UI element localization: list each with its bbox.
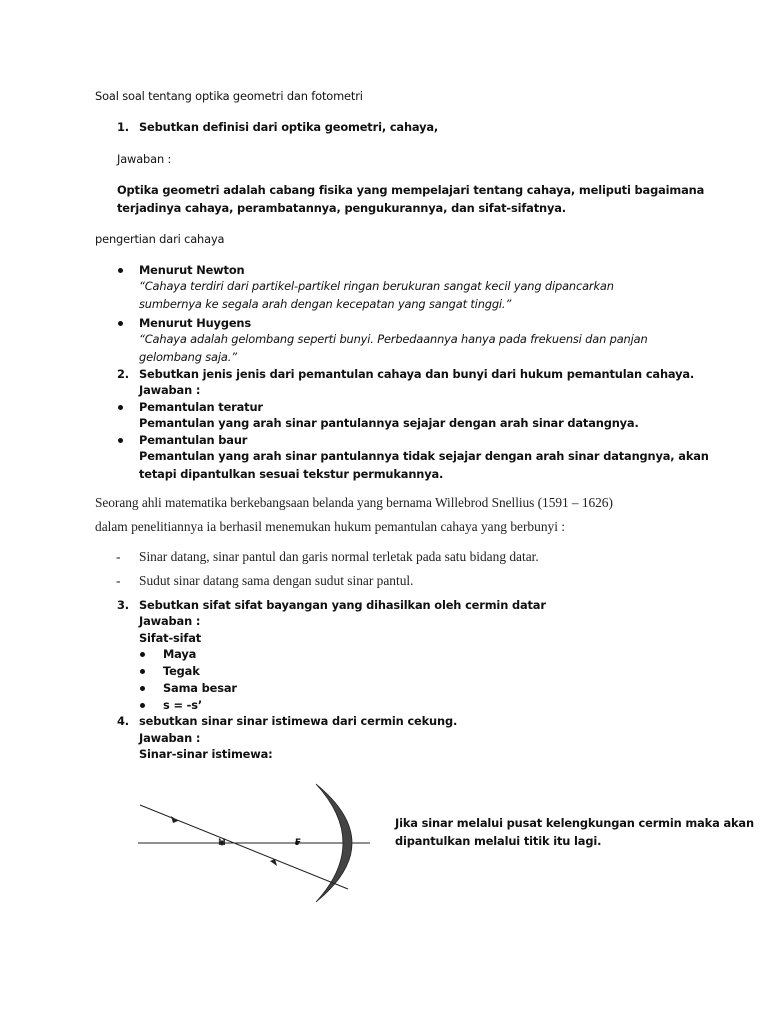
sifat-item-tegak: Tegak [163, 664, 200, 678]
sinar-istimewa-label: Sinar-sinar istimewa: [139, 747, 273, 761]
question-4-text: sebutkan sinar sinar istimewa dari cermin cekung. [139, 714, 458, 728]
newton-label: Menurut Newton [139, 263, 245, 277]
sifat-item-formula: s = -s’ [163, 698, 203, 712]
question-1-answer-line-2: terjadinya cahaya, perambatannya, pengukurannya, dan sifat-sifatnya. [117, 201, 566, 215]
sifat-label: Sifat-sifat [139, 631, 202, 645]
baur-text-line-2: tetapi dipantulkan sesuai tekstur permukannya. [139, 467, 444, 481]
question-1-jawaban-label: Jawaban : [117, 152, 172, 166]
snellius-line-2: dalam penelitiannya ia berhasil menemukan hukum pemantulan cahaya yang berbunyi : [95, 519, 565, 534]
bullet-formula-icon [140, 703, 145, 708]
question-3-number: 3. [117, 598, 129, 612]
ray-through-center [140, 805, 348, 889]
teratur-text: Pemantulan yang arah sinar pantulannya sejajar dengan arah sinar datangnya. [139, 416, 639, 430]
question-1-text: Sebutkan definisi dari optika geometri, cahaya, [139, 120, 439, 134]
law-2-text: Sudut sinar datang sama dengan sudut sinar pantul. [139, 573, 414, 588]
question-3-jawaban-label: Jawaban : [139, 614, 201, 628]
question-1-number: 1. [117, 120, 129, 134]
pengertian-heading: pengertian dari cahaya [95, 232, 225, 246]
question-3-text: Sebutkan sifat sifat bayangan yang dihasilkan oleh cermin datar [139, 598, 546, 612]
point-f-label: F [295, 838, 301, 848]
bullet-huygens-icon [118, 321, 123, 326]
bullet-sama-besar-icon [140, 686, 145, 691]
huygens-quote-line-1: “Cahaya adalah gelombang seperti bunyi. Perbedaannya hanya pada frekuensi dan panjan [139, 332, 648, 346]
question-2-number: 2. [117, 367, 129, 381]
diagram-caption-line-1: Jika sinar melalui pusat kelengkungan cermin maka akan [395, 816, 754, 830]
point-m-label: M [218, 838, 226, 848]
bullet-maya-icon [140, 652, 145, 657]
teratur-label: Pemantulan teratur [139, 400, 263, 414]
concave-mirror-diagram [130, 775, 390, 915]
huygens-label: Menurut Huygens [139, 316, 252, 330]
bullet-baur-icon [118, 438, 123, 443]
diagram-caption-line-2: dipantulkan melalui titik itu lagi. [395, 834, 602, 848]
newton-quote-line-2: sumbernya ke segala arah dengan kecepatan yang sangat tinggi.” [139, 297, 512, 311]
bullet-teratur-icon [118, 405, 123, 410]
baur-text-line-1: Pemantulan yang arah sinar pantulannya tidak sejajar dengan arah sinar datangnya, akan [139, 449, 709, 463]
document-title: Soal soal tentang optika geometri dan fotometri [95, 89, 363, 103]
snellius-line-1: Seorang ahli matematika berkebangsaan belanda yang bernama Willebrod Snellius (1591 – 1626) [95, 495, 613, 510]
baur-label: Pemantulan baur [139, 433, 248, 447]
question-2-text: Sebutkan jenis jenis dari pemantulan cahaya dan bunyi dari hukum pemantulan cahaya. [139, 367, 695, 381]
sifat-item-sama-besar: Sama besar [163, 681, 237, 695]
law-1-dash: - [116, 549, 121, 564]
question-1-answer-line-1: Optika geometri adalah cabang fisika yang mempelajari tentang cahaya, meliputi bagaimana [117, 183, 705, 197]
question-2-jawaban-label: Jawaban : [139, 383, 201, 397]
huygens-quote-line-2: gelombang saja.” [139, 350, 237, 364]
bullet-newton-icon [118, 268, 123, 273]
bullet-tegak-icon [140, 669, 145, 674]
law-1-text: Sinar datang, sinar pantul dan garis normal terletak pada satu bidang datar. [139, 549, 539, 564]
sifat-item-maya: Maya [163, 647, 197, 661]
question-4-jawaban-label: Jawaban : [139, 731, 201, 745]
newton-quote-line-1: “Cahaya terdiri dari partikel-partikel ringan berukuran sangat kecil yang dipancarkan [139, 279, 614, 293]
law-2-dash: - [116, 573, 121, 588]
question-4-number: 4. [117, 714, 129, 728]
